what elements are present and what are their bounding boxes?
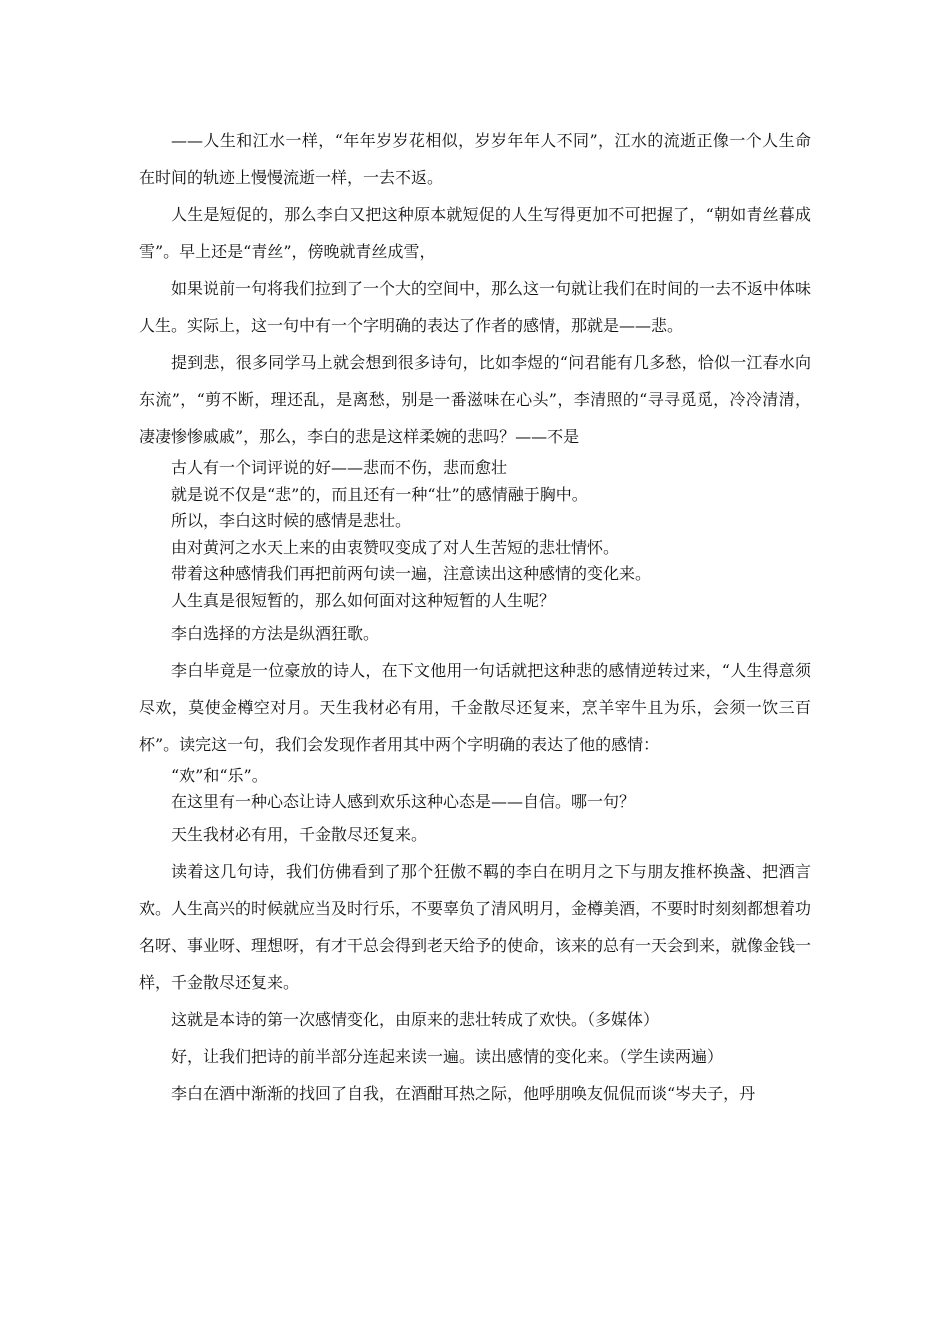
paragraph-1: ——人生和江水一样，“年年岁岁花相似，岁岁年年人不同”，江水的流逝正像一个人生命在时间的轨迹上慢慢流逝一样，一去不返。	[139, 131, 811, 187]
paragraph-9: 带着这种感情我们再把前两句读一遍，注意读出这种感情的变化来。	[171, 564, 652, 584]
paragraph-2: 人生是短促的，那么李白又把这种原本就短促的人生写得更加不可把握了，“朝如青丝暮成雪”。早上还是“青丝”，傍晚就青丝成雪，	[139, 205, 811, 261]
paragraph-19: 李白在酒中渐渐的找回了自我，在酒酣耳热之际，他呼朋唤友侃侃而谈“岑夫子，丹	[171, 1083, 756, 1103]
paragraph-15: 天生我材必有用，千金散尽还复来。	[171, 824, 428, 844]
paragraph-17: 这就是本诗的第一次感情变化，由原来的悲壮转成了欢快。（多媒体）	[171, 1009, 660, 1029]
paragraph-14: 在这里有一种心态让诗人感到欢乐这种心态是——自信。哪一句？	[171, 792, 636, 812]
paragraph-7: 所以，李白这时候的感情是悲壮。	[171, 511, 412, 531]
paragraph-8: 由对黄河之水天上来的由衷赞叹变成了对人生苦短的悲壮情怀。	[171, 537, 620, 557]
document-body	[139, 122, 811, 1112]
paragraph-12: 李白毕竟是一位豪放的诗人，在下文他用一句话就把这种悲的感情逆转过来，“人生得意须尽欢，莫使金樽空对月。天生我材必有用，千金散尽还复来，烹羊宰牛且为乐，会须一饮三百杯”。读完这一句，我们会发现作者用其中两个字明确的表达了他的感情：	[139, 660, 811, 754]
paragraph-13: “欢”和“乐”。	[171, 765, 268, 785]
paragraph-3: 如果说前一句将我们拉到了一个大的空间中，那么这一句就让我们在时间的一去不返中体味人生。实际上，这一句中有一个字明确的表达了作者的感情，那就是——悲。	[139, 279, 812, 335]
paragraph-5: 古人有一个词评说的好——悲而不伤，悲而愈壮	[171, 458, 508, 477]
paragraph-16: 读着这几句诗，我们仿佛看到了那个狂傲不羁的李白在明月之下与朋友推杯换盏、把酒言欢。人生高兴的时候就应当及时行乐，不要辜负了清风明月，金樽美酒，不要时时刻刻都想着功名呀、事业呀、理想呀，有才干总会得到老天给予的使命，该来的总有一天会到来，就像金钱一样，千金散尽还复来。	[139, 861, 812, 992]
paragraph-4: 提到悲，很多同学马上就会想到很多诗句，比如李煜的“问君能有几多愁，恰似一江春水向东流”，“剪不断，理还乱，是离愁，别是一番滋味在心头”，李清照的“寻寻觅觅，冷冷清清，凄凄惨惨戚戚”，那么，李白的悲是这样柔婉的悲吗？——不是	[139, 353, 811, 446]
paragraph-6: 就是说不仅是“悲”的，而且还有一种“壮”的感情融于胸中。	[171, 484, 588, 504]
paragraph-10: 人生真是很短暂的，那么如何面对这种短暂的人生呢？	[171, 590, 556, 610]
paragraph-18: 好，让我们把诗的前半部分连起来读一遍。读出感情的变化来。（学生读两遍）	[171, 1046, 724, 1066]
paragraph-11: 李白选择的方法是纵酒狂歌。	[171, 623, 380, 643]
